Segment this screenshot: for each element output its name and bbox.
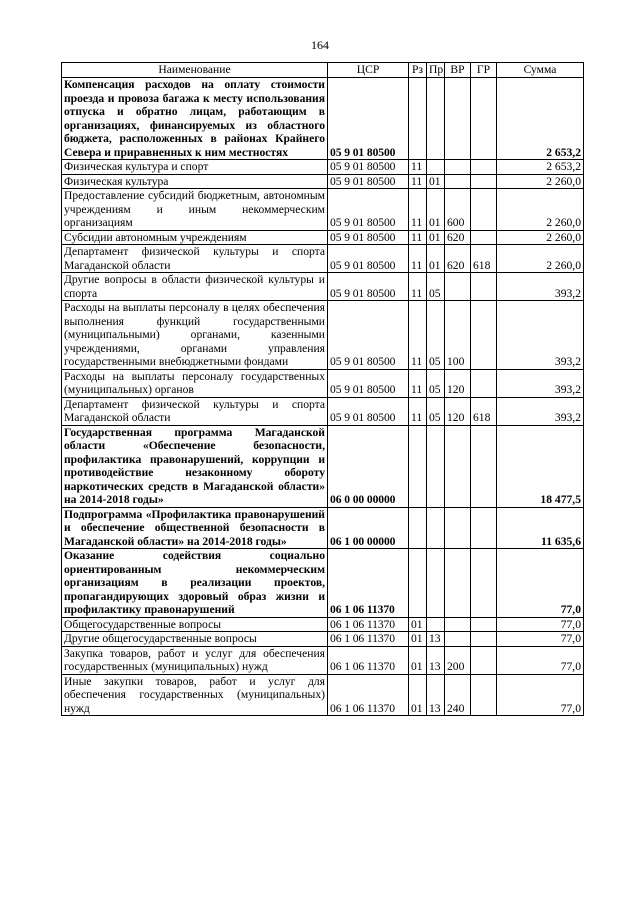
table-row [62,189,584,231]
cell-rz: 01 [409,617,427,632]
header-sum: Сумма [497,63,584,78]
cell-pr: 05 [427,301,445,370]
cell-csr: 05 9 01 80500 [328,369,409,397]
cell-name: Иные закупки товаров, работ и услуг для обеспечения государственных (муниципальных) нужд [62,674,328,716]
cell-vr: 620 [445,245,471,273]
table-row [62,245,584,273]
cell-pr [427,507,445,549]
table-row [62,273,584,301]
cell-vr: 620 [445,230,471,245]
cell-gr [471,549,497,618]
cell-gr [471,617,497,632]
cell-rz: 01 [409,632,427,647]
table-row [62,549,584,618]
cell-name: Расходы на выплаты персоналу государственных (муниципальных) органов [62,369,328,397]
cell-csr: 06 1 06 11370 [328,549,409,618]
cell-vr [445,174,471,189]
cell-rz [409,549,427,618]
cell-sum: 393,2 [497,397,584,425]
cell-pr [427,78,445,160]
cell-name: Департамент физической культуры и спорта Магаданской области [62,397,328,425]
cell-gr [471,301,497,370]
table-row [62,369,584,397]
cell-pr: 01 [427,230,445,245]
cell-csr: 06 1 06 11370 [328,674,409,716]
header-csr: ЦСР [328,63,409,78]
cell-sum: 2 260,0 [497,189,584,231]
cell-sum: 393,2 [497,273,584,301]
cell-csr: 05 9 01 80500 [328,174,409,189]
cell-gr [471,230,497,245]
cell-name: Расходы на выплаты персоналу в целях обеспечения выполнения функций государственными (муниципальными) органами, казенными учреждениями, органами управления государственными внебюджетными фондами [62,301,328,370]
cell-rz: 11 [409,160,427,175]
cell-pr: 13 [427,674,445,716]
cell-sum: 2 653,2 [497,160,584,175]
cell-csr: 05 9 01 80500 [328,230,409,245]
cell-pr: 13 [427,632,445,647]
cell-vr: 120 [445,369,471,397]
cell-gr [471,425,497,507]
cell-csr: 05 9 01 80500 [328,160,409,175]
cell-rz: 11 [409,245,427,273]
cell-gr: 618 [471,245,497,273]
cell-sum: 77,0 [497,617,584,632]
cell-vr [445,425,471,507]
cell-csr: 05 9 01 80500 [328,189,409,231]
table-row [62,174,584,189]
cell-csr: 05 9 01 80500 [328,301,409,370]
cell-rz [409,78,427,160]
table-row [62,646,584,674]
cell-sum: 2 260,0 [497,245,584,273]
cell-rz: 11 [409,369,427,397]
cell-vr [445,273,471,301]
cell-gr [471,369,497,397]
budget-table [61,62,584,716]
cell-name: Департамент физической культуры и спорта Магаданской области [62,245,328,273]
cell-vr: 200 [445,646,471,674]
cell-pr [427,160,445,175]
cell-gr [471,189,497,231]
cell-vr [445,160,471,175]
cell-name: Другие вопросы в области физической культуры и спорта [62,273,328,301]
cell-csr: 05 9 01 80500 [328,78,409,160]
cell-gr [471,646,497,674]
cell-gr [471,273,497,301]
cell-gr [471,674,497,716]
cell-vr: 600 [445,189,471,231]
table-header-row [62,63,584,78]
cell-vr [445,549,471,618]
cell-pr: 01 [427,245,445,273]
cell-gr: 618 [471,397,497,425]
cell-pr: 13 [427,646,445,674]
cell-rz: 01 [409,646,427,674]
cell-vr [445,507,471,549]
cell-sum: 393,2 [497,301,584,370]
cell-sum: 77,0 [497,632,584,647]
cell-sum: 77,0 [497,674,584,716]
cell-name: Другие общегосударственные вопросы [62,632,328,647]
cell-name: Предоставление субсидий бюджетным, автономным учреждениям и иным некоммерческим организациям [62,189,328,231]
cell-gr [471,160,497,175]
cell-vr [445,78,471,160]
cell-sum: 2 260,0 [497,174,584,189]
cell-rz: 01 [409,674,427,716]
header-rz: Рз [409,63,427,78]
cell-vr: 100 [445,301,471,370]
table-body [62,78,584,716]
table-row [62,160,584,175]
table-row [62,674,584,716]
cell-vr: 240 [445,674,471,716]
cell-sum: 77,0 [497,549,584,618]
table-row [62,617,584,632]
cell-pr: 05 [427,397,445,425]
cell-gr [471,507,497,549]
cell-name: Закупка товаров, работ и услуг для обеспечения государственных (муниципальных) нужд [62,646,328,674]
cell-sum: 11 635,6 [497,507,584,549]
cell-vr [445,617,471,632]
cell-vr: 120 [445,397,471,425]
cell-csr: 06 0 00 00000 [328,425,409,507]
cell-csr: 06 1 06 11370 [328,646,409,674]
cell-name: Физическая культура и спорт [62,160,328,175]
cell-pr [427,617,445,632]
cell-rz: 11 [409,174,427,189]
cell-gr [471,174,497,189]
cell-gr [471,632,497,647]
header-name: Наименование [62,63,328,78]
cell-name: Субсидии автономным учреждениям [62,230,328,245]
cell-rz: 11 [409,273,427,301]
cell-pr: 01 [427,189,445,231]
cell-name: Оказание содействия социально ориентированным некоммерческим организациям в реализации проектов, пропагандирующих здоровый образ жизни и профилактику правонарушений [62,549,328,618]
header-vr: ВР [445,63,471,78]
table-row [62,301,584,370]
cell-csr: 06 1 06 11370 [328,632,409,647]
cell-sum: 393,2 [497,369,584,397]
cell-sum: 2 260,0 [497,230,584,245]
table-row [62,397,584,425]
table-row [62,632,584,647]
cell-pr [427,425,445,507]
cell-rz: 11 [409,397,427,425]
cell-sum: 77,0 [497,646,584,674]
header-pr: Пр [427,63,445,78]
cell-name: Компенсация расходов на оплату стоимости проезда и провоза багажа к месту использования отпуска и обратно лицам, работающим в организациях, финансируемых из областного бюджета, расположенных в районах Крайнего Севера и приравненных к ним местностях [62,78,328,160]
cell-rz [409,425,427,507]
cell-pr: 05 [427,369,445,397]
table-row [62,78,584,160]
cell-csr: 05 9 01 80500 [328,273,409,301]
cell-name: Физическая культура [62,174,328,189]
cell-name: Государственная программа Магаданской области «Обеспечение безопасности, профилактика правонарушений, коррупции и противодействие незаконному обороту наркотических средств в Магаданской области» на 2014-2018 годы» [62,425,328,507]
cell-pr: 01 [427,174,445,189]
cell-rz [409,507,427,549]
table-row [62,507,584,549]
cell-sum: 2 653,2 [497,78,584,160]
cell-name: Подпрограмма «Профилактика правонарушений и обеспечение общественной безопасности в Магаданской области» на 2014-2018 годы» [62,507,328,549]
cell-rz: 11 [409,189,427,231]
cell-rz: 11 [409,230,427,245]
header-gr: ГР [471,63,497,78]
cell-pr: 05 [427,273,445,301]
page-number: 164 [311,38,329,52]
table-row [62,230,584,245]
cell-csr: 06 1 00 00000 [328,507,409,549]
cell-csr: 05 9 01 80500 [328,245,409,273]
cell-pr [427,549,445,618]
cell-rz: 11 [409,301,427,370]
cell-gr [471,78,497,160]
cell-vr [445,632,471,647]
table-row [62,425,584,507]
cell-csr: 05 9 01 80500 [328,397,409,425]
cell-name: Общегосударственные вопросы [62,617,328,632]
cell-sum: 18 477,5 [497,425,584,507]
cell-csr: 06 1 06 11370 [328,617,409,632]
